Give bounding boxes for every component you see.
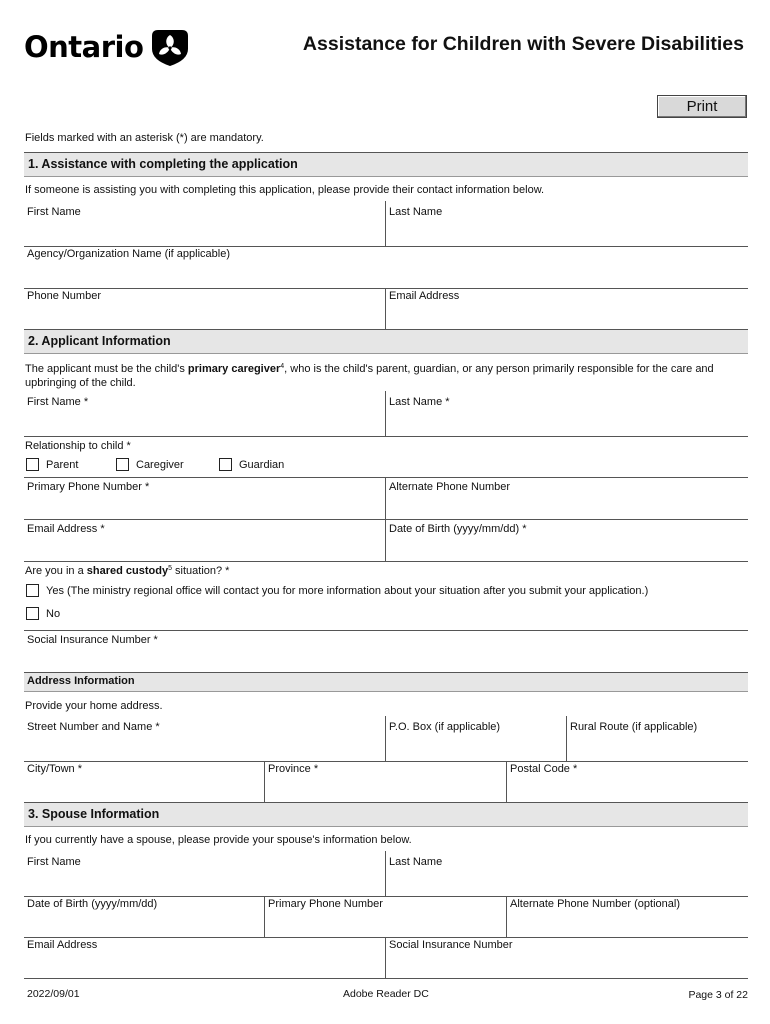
option-label: Guardian xyxy=(239,458,285,471)
assistant-agency-field[interactable] xyxy=(24,243,748,288)
mandatory-note: Fields marked with an asterisk (*) are mandatory. xyxy=(25,132,264,144)
street-field[interactable] xyxy=(24,716,385,761)
field-label: Email Address * xyxy=(27,523,105,535)
field-label: First Name xyxy=(27,206,81,218)
footnote-ref: 4 xyxy=(280,363,285,370)
question-text: situation? * xyxy=(171,565,230,577)
assistant-last-name-field[interactable] xyxy=(386,201,748,246)
applicant-email-field[interactable] xyxy=(24,518,385,561)
document-title: Assistance for Children with Severe Disabilities xyxy=(302,33,744,55)
field-label: Alternate Phone Number (optional) xyxy=(510,898,680,910)
field-label: Primary Phone Number xyxy=(268,898,383,910)
spouse-last-name-field[interactable] xyxy=(386,851,748,896)
field-label: Postal Code * xyxy=(510,763,578,775)
applicant-primary-phone-field[interactable] xyxy=(24,476,385,519)
field-label: Street Number and Name * xyxy=(27,721,160,733)
intro-text: , who is the child's parent, guardian, or any person primarily responsible for the care and xyxy=(284,363,714,375)
option-label: Yes (The ministry regional office will contact you for more information about your situation after you submit your application.) xyxy=(46,584,649,597)
applicant-first-name-field[interactable] xyxy=(24,391,385,436)
postal-code-field[interactable] xyxy=(507,758,748,802)
field-label: Last Name xyxy=(389,206,443,218)
custody-option-yes[interactable] xyxy=(26,584,648,597)
trillium-icon xyxy=(150,27,190,67)
section-3-intro: If you currently have a spouse, please provide your spouse's information below. xyxy=(25,834,412,846)
city-field[interactable] xyxy=(24,758,264,802)
print-button[interactable]: Print xyxy=(657,95,747,118)
assistant-phone-field[interactable] xyxy=(24,285,385,329)
primary-caregiver-term: primary caregiver xyxy=(187,363,281,375)
custody-no-checkbox[interactable] xyxy=(26,607,39,620)
ontario-logo xyxy=(24,24,190,70)
shared-custody-question xyxy=(25,565,229,577)
field-label: Last Name * xyxy=(389,396,450,408)
field-label: Province * xyxy=(268,763,319,775)
applicant-dob-field[interactable] xyxy=(386,518,748,561)
section-2-header: 2. Applicant Information xyxy=(24,329,748,354)
spouse-email-field[interactable] xyxy=(24,934,385,978)
field-label: Alternate Phone Number xyxy=(389,481,511,493)
applicant-last-name-field[interactable] xyxy=(386,391,748,436)
option-label: No xyxy=(46,607,61,620)
address-info-header: Address Information xyxy=(24,672,748,692)
shared-custody-term: shared custody xyxy=(86,565,169,577)
relationship-label: Relationship to child * xyxy=(25,440,131,452)
field-label: Date of Birth (yyyy/mm/dd) xyxy=(27,898,158,910)
divider xyxy=(24,561,748,562)
section-3-header: 3. Spouse Information xyxy=(24,802,748,827)
field-label: Last Name xyxy=(389,856,443,868)
field-label: First Name xyxy=(27,856,81,868)
address-intro: Provide your home address. xyxy=(25,700,163,712)
field-label: Date of Birth (yyyy/mm/dd) * xyxy=(389,523,527,535)
option-label: Caregiver xyxy=(136,458,184,471)
divider xyxy=(24,436,748,437)
footer-page-number: Page 3 of 22 xyxy=(688,989,748,1001)
spouse-primary-phone-field[interactable] xyxy=(265,893,506,937)
footer-date: 2022/09/01 xyxy=(27,988,80,1000)
section-1-header: 1. Assistance with completing the application xyxy=(24,152,748,177)
footnote-ref: 5 xyxy=(168,565,172,572)
field-label: First Name * xyxy=(27,396,89,408)
custody-yes-checkbox[interactable] xyxy=(26,584,39,597)
field-label: Email Address xyxy=(27,939,98,951)
po-box-field[interactable] xyxy=(386,716,566,761)
divider xyxy=(24,978,748,979)
spouse-sin-field[interactable] xyxy=(386,934,748,978)
field-label: Social Insurance Number xyxy=(389,939,513,951)
applicant-alt-phone-field[interactable] xyxy=(386,476,748,519)
question-text: Are you in a xyxy=(25,565,87,577)
parent-checkbox[interactable] xyxy=(26,458,39,471)
spouse-alt-phone-field[interactable] xyxy=(507,893,748,937)
section-2-intro-line2: upbringing of the child. xyxy=(25,377,136,389)
field-label: Rural Route (if applicable) xyxy=(570,721,698,733)
relationship-option-parent[interactable] xyxy=(26,458,78,471)
field-label: P.O. Box (if applicable) xyxy=(389,721,501,733)
field-label: Email Address xyxy=(389,290,460,302)
custody-option-no[interactable] xyxy=(26,607,60,620)
assistant-first-name-field[interactable] xyxy=(24,201,385,246)
field-label: Social Insurance Number * xyxy=(27,634,158,646)
section-2-intro xyxy=(25,363,714,375)
applicant-sin-field[interactable] xyxy=(24,629,748,671)
rural-route-field[interactable] xyxy=(567,716,748,761)
intro-text: The applicant must be the child's xyxy=(25,363,188,375)
field-label: Primary Phone Number * xyxy=(27,481,150,493)
option-label: Parent xyxy=(46,458,79,471)
section-1-intro: If someone is assisting you with completing this application, please provide their contact information below. xyxy=(25,184,545,196)
guardian-checkbox[interactable] xyxy=(219,458,232,471)
assistant-email-field[interactable] xyxy=(386,285,748,329)
province-field[interactable] xyxy=(265,758,506,802)
spouse-dob-field[interactable] xyxy=(24,893,264,937)
field-label: City/Town * xyxy=(27,763,83,775)
footer-app: Adobe Reader DC xyxy=(343,988,429,1000)
spouse-first-name-field[interactable] xyxy=(24,851,385,896)
logo-wordmark: Ontario xyxy=(24,30,144,64)
caregiver-checkbox[interactable] xyxy=(116,458,129,471)
relationship-option-caregiver[interactable] xyxy=(116,458,184,471)
field-label: Agency/Organization Name (if applicable) xyxy=(27,248,230,260)
field-label: Phone Number xyxy=(27,290,101,302)
relationship-option-guardian[interactable] xyxy=(219,458,284,471)
